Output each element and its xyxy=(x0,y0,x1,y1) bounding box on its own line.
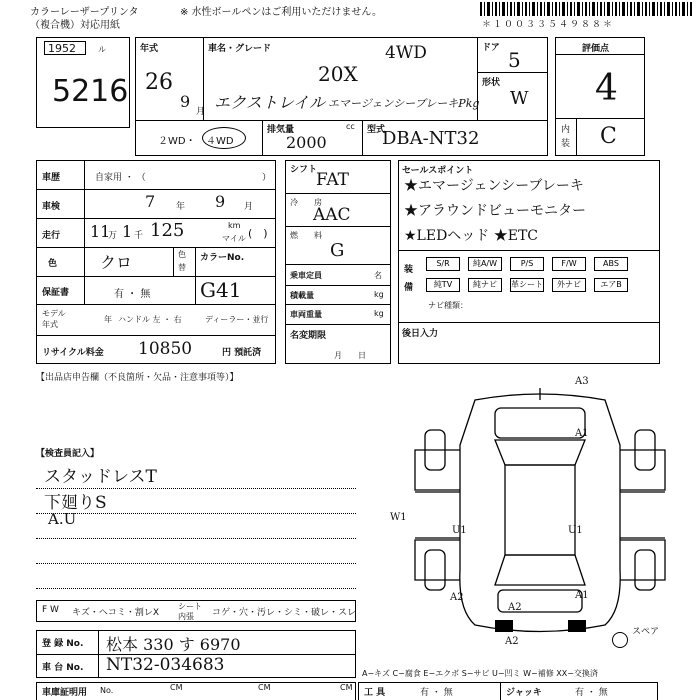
model-year-label-2: 年式 xyxy=(42,320,58,329)
mile-unit: マイル xyxy=(222,234,246,243)
drive-options: ２WD・ xyxy=(158,136,196,147)
weight-label: 車両重量 xyxy=(290,310,322,319)
color-no-value: G41 xyxy=(200,278,242,302)
ac-label-2: 房 xyxy=(314,198,322,207)
inspector-note-1: スタッドレスT xyxy=(44,467,157,487)
warranty-label: 保証書 xyxy=(42,288,70,298)
drive-selected: ４WD xyxy=(206,136,234,147)
mark-w1: W1 xyxy=(390,512,407,523)
car-diagram xyxy=(380,370,700,660)
shape-value: W xyxy=(510,88,529,109)
shift-value: FAT xyxy=(316,170,350,190)
equip-ext-navi: 外ナビ xyxy=(552,278,586,292)
load-unit: kg xyxy=(374,290,384,299)
lot-code: 1952 xyxy=(48,42,76,55)
cert-no: No. xyxy=(100,686,114,695)
lot-number: 5216 xyxy=(52,74,129,109)
legend-fw: F W xyxy=(42,605,59,615)
equip-alloy: 純A/W xyxy=(468,257,502,271)
sales-line-3: ★LEDヘッド ★ETC xyxy=(404,228,539,244)
mark-a1-lower: A1 xyxy=(575,590,589,601)
tools-value: 有 ・ 無 xyxy=(420,688,453,698)
chassis-value: NT32-034683 xyxy=(106,655,225,675)
sales-line-1: ★エマージェンシーブレーキ xyxy=(404,178,584,194)
mileage-label: 走行 xyxy=(42,231,61,241)
interior-label-2: 装 xyxy=(561,139,571,149)
mileage-rest: 125 xyxy=(150,220,185,241)
mark-a2-bottom: A2 xyxy=(505,636,519,647)
sen-unit: 千 xyxy=(134,231,144,241)
capacity-unit: 名 xyxy=(374,271,382,280)
car-name: エクストレイル xyxy=(214,93,326,112)
equip-ps: P/S xyxy=(510,257,544,271)
mark-u1-left: U1 xyxy=(452,525,467,536)
load-label: 積載量 xyxy=(290,291,314,300)
cert-cm-3: CM xyxy=(340,683,353,692)
grade-value: 20X xyxy=(318,62,358,86)
displacement-label: 排気量 xyxy=(267,125,295,135)
door-value: 5 xyxy=(508,48,521,72)
interior-score: C xyxy=(600,124,617,149)
inspector-label: 【検査員記入】 xyxy=(36,449,100,459)
spare-label: スペア xyxy=(632,627,660,637)
cert-cm-1: CM xyxy=(170,683,183,692)
color-change-2: 替 xyxy=(178,263,186,272)
equipment-label-1: 装 xyxy=(404,265,414,275)
inspection-month: 9 xyxy=(215,192,226,211)
recycle-label: リサイクル料金 xyxy=(42,348,104,358)
equip-leather: 革シート xyxy=(510,278,544,292)
grade-detail: エマージェンシーブレーキPkg xyxy=(328,97,480,110)
year-label: 年式 xyxy=(140,44,159,54)
navi-type-label: ナビ種類： xyxy=(428,301,468,310)
use-label: 車歴 xyxy=(42,173,61,183)
year-value: 26 xyxy=(145,70,173,95)
jack-label: ジャッキ xyxy=(506,688,542,698)
legend-seat-1: シート xyxy=(178,602,202,611)
spare-icon xyxy=(612,632,628,648)
shape-label: 形状 xyxy=(482,78,501,88)
reg-no-label: 登 録 No. xyxy=(42,639,84,649)
reg-deadline-unit: 月 日 xyxy=(334,351,366,360)
dealer-label: ディーラー・並行 xyxy=(205,315,269,324)
equipment-label-2: 備 xyxy=(404,283,414,293)
mileage-sen: 1 xyxy=(122,222,133,241)
displacement-value: 2000 xyxy=(286,133,327,152)
model-value: DBA-NT32 xyxy=(382,128,480,149)
cc-unit: cc xyxy=(346,122,355,131)
mark-a3: A3 xyxy=(575,376,589,387)
legend-interior: コゲ・穴・汚レ・シミ・破レ・スレ xyxy=(212,608,357,618)
model-year-label-1: モデル xyxy=(42,309,66,318)
door-label: ドア xyxy=(482,43,500,53)
equip-navi: 純ナビ xyxy=(468,278,502,292)
paper-notice: （複合機）対応用紙 xyxy=(30,20,120,31)
reg-no-value: 松本 330 す 6970 xyxy=(106,635,241,654)
pen-warning: ※ 水性ボールペンはご利用いただけません。 xyxy=(180,7,382,18)
printer-notice: カラーレーザープリンタ xyxy=(30,7,139,18)
equip-sr: S/R xyxy=(426,257,460,271)
mile-paren: ( ) xyxy=(248,227,268,240)
color-change-1: 色 xyxy=(178,250,186,259)
mark-a1-right: A1 xyxy=(575,428,589,439)
handle-value: ハンドル 左 ・ 右 xyxy=(118,315,182,324)
km-unit: km xyxy=(228,221,241,230)
recycle-fee: 10850 xyxy=(138,339,193,359)
man-unit: 万 xyxy=(108,231,118,241)
legend-seat-2: 内張 xyxy=(178,612,194,621)
color-label: 色 xyxy=(48,259,58,269)
color-value: クロ xyxy=(100,253,133,272)
inspector-note-3: A.U xyxy=(48,510,77,528)
exhibitor-label: 【出品店申告欄（不良箇所・欠品・注意事項等）】 xyxy=(36,373,239,383)
month-unit: 月 xyxy=(244,202,254,212)
name-label: 車名・グレード xyxy=(208,44,272,54)
equip-abs: ABS xyxy=(594,257,628,271)
equip-airbag: エアB xyxy=(594,278,628,292)
model-label: 型式 xyxy=(367,125,386,135)
chassis-label: 車 台 No. xyxy=(42,663,84,673)
recycle-unit: 円 預託済 xyxy=(222,348,262,358)
shift-label: シフト xyxy=(290,165,318,175)
jack-value: 有 ・ 無 xyxy=(575,688,608,698)
ac-label-1: 冷 xyxy=(290,198,298,207)
warranty-value: 有 ・ 無 xyxy=(114,289,151,300)
barcode-number: ＊１００３３５４９８８＊ xyxy=(482,20,615,30)
use-value: 自家用 ・ （ xyxy=(95,173,146,183)
sales-line-2: ★アラウンドビューモニター xyxy=(404,203,586,219)
mark-a2-center: A2 xyxy=(508,602,522,613)
cert-label: 車庫証明用 xyxy=(42,688,88,698)
tools-label: 工 具 xyxy=(364,688,386,698)
damage-codes: A−キズ C−腐食 E−エクボ S−サビ U−凹ミ W−補修 XX−交換済 xyxy=(362,669,598,678)
sales-label: セールスポイント xyxy=(402,166,474,176)
mark-a2-left: A2 xyxy=(450,592,464,603)
interior-label-1: 内 xyxy=(561,125,571,135)
lot-suffix: ル xyxy=(98,45,106,54)
fuel-value: G xyxy=(330,240,345,261)
rating-label: 評価点 xyxy=(582,44,610,54)
use-close: ） xyxy=(262,173,272,183)
mileage-man: 11 xyxy=(90,222,111,241)
fuel-label-2: 料 xyxy=(314,231,322,240)
cert-cm-2: CM xyxy=(258,683,271,692)
equip-fw: F/W xyxy=(552,257,586,271)
mark-u1-right: U1 xyxy=(568,525,583,536)
inspection-year: 7 xyxy=(145,192,156,211)
barcode xyxy=(480,2,692,16)
inspection-label: 車検 xyxy=(42,202,61,212)
capacity-label: 乗車定員 xyxy=(290,271,322,280)
color-no-label: カラーNo. xyxy=(200,253,245,263)
equip-tv: 純TV xyxy=(426,278,460,292)
ac-value: AAC xyxy=(313,205,351,225)
after-input-label: 後日入力 xyxy=(402,329,439,339)
drive-note: 4WD xyxy=(385,43,427,63)
month-suffix: 月 xyxy=(196,107,206,117)
model-year-unit: 年 xyxy=(104,315,112,324)
legend-damage: キズ・ヘコミ・割レX xyxy=(72,608,159,618)
month-value: 9 xyxy=(180,92,191,111)
inspector-note-2: 下廻りS xyxy=(44,493,107,513)
year-unit: 年 xyxy=(176,202,186,212)
rating-score: 4 xyxy=(595,68,618,109)
fuel-label-1: 燃 xyxy=(290,231,298,240)
weight-unit: kg xyxy=(374,309,384,318)
drive-circle xyxy=(202,127,246,149)
reg-deadline-label: 名変期限 xyxy=(290,331,327,341)
